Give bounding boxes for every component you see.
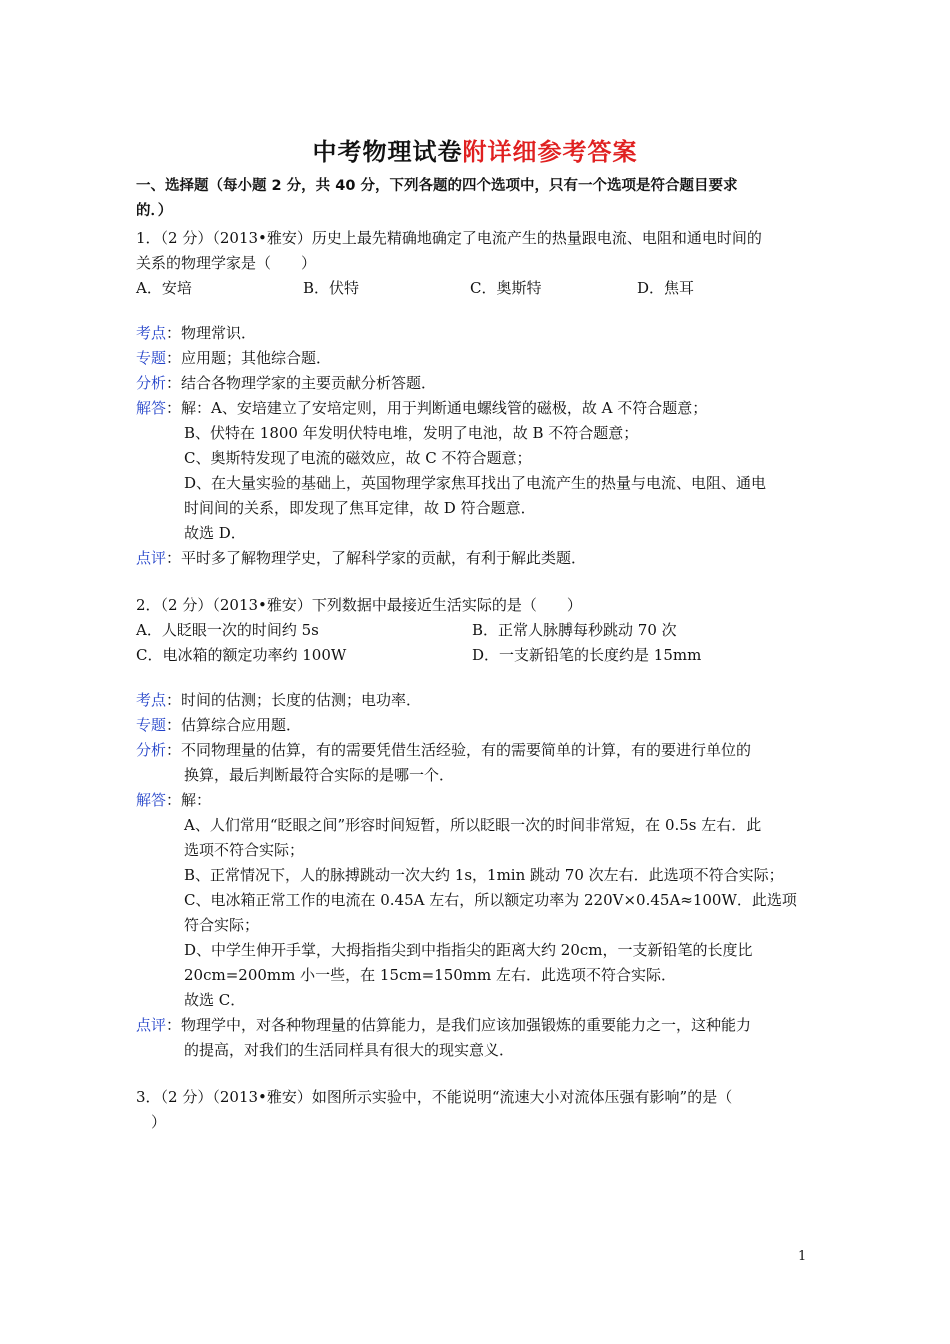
question-3-stem-line-1: 3．（2 分）（2013•雅安）如图所示实验中，不能说明“流速大小对流体压强有影响”的是（ [136,1088,733,1106]
section-heading [136,174,812,224]
kaodian-label: 考点 [136,691,167,709]
question-3-stem-line-2: ） [136,1113,167,1131]
q2-zhuanti-text: 估算综合应用题． [181,716,302,734]
q1-kaodian-row: 考点： 物理常识． [136,321,812,346]
q1-jieda-line: 时间间的关系，即发现了焦耳定律，故 D 符合题意． [184,499,536,517]
question-1-option-a: A．安培 [136,279,192,297]
q1-jieda-first: 解：A、安培建立了安培定则，用于判断通电螺线管的磁极，故 A 不符合题意； [181,399,708,417]
jieda-label: 解答 [136,791,167,809]
q2-jieda-line: 选项不符合实际； [184,841,305,859]
q2-kaodian-row: 考点： 时间的估测；长度的估测；电功率． [136,688,812,713]
section-heading-line-1: 一、选择题（每小题 2 分，共 40 分，下列各题的四个选项中，只有一个选项是符合题目要求 [136,178,738,194]
page-number: 1 [798,1249,807,1264]
q2-jieda-line: B、正常情况下，人的脉搏跳动一次大约 1s，1min 跳动 70 次左右．此选项不符合实际； [184,866,784,884]
question-1-options [136,276,812,301]
q2-jieda-first: 解： [181,791,212,809]
q1-kaodian-text: 物理常识． [181,324,257,342]
q2-jieda-line: 符合实际； [184,916,260,934]
q1-zhuanti-row: 专题： 应用题；其他综合题． [136,346,812,371]
q2-dianping-line-1: 物理学中，对各种物理量的估算能力，是我们应该加强锻炼的重要能力之一，这种能力 [181,1016,752,1034]
title-highlight: 附详细参考答案 [462,138,638,166]
q1-jieda-line: C、奥斯特发现了电流的磁效应，故 C 不符合题意； [184,449,532,467]
q2-jieda-line: A、人们常用“眨眼之间”形容时间短暂，所以眨眼一次的时间非常短，在 0.5s 左右．此 [184,816,762,834]
question-2-option-b: B．正常人脉膊每秒跳动 70 次 [472,621,677,639]
q2-kaodian-text: 时间的估测；长度的估测；电功率． [181,691,422,709]
q1-zhuanti-text: 应用题；其他综合题． [181,349,332,367]
fenxi-label: 分析 [136,374,167,392]
question-2-option-c: C．电冰箱的额定功率约 100W [136,646,347,664]
document-body [136,174,812,1135]
jieda-label: 解答 [136,399,167,417]
document-title [0,132,950,167]
question-2-options [136,618,812,668]
question-2-option-a: A．人眨眼一次的时间约 5s [136,621,319,639]
q1-jieda-line: B、伏特在 1800 年发明伏特电堆，发明了电池，故 B 不符合题意； [184,424,639,442]
zhuanti-label: 专题 [136,716,167,734]
question-1 [136,226,812,301]
dianping-label: 点评 [136,549,167,567]
section-heading-line-2: 的．） [136,203,173,219]
q2-fenxi-line-2: 换算，最后判断最符合实际的是哪一个． [184,766,455,784]
q1-fenxi-row: 分析： 结合各物理学家的主要贡献分析答题． [136,371,812,396]
q1-jieda-line: 故选 D． [184,524,246,542]
q2-jieda-line: C、电冰箱正常工作的电流在 0.45A 左右，所以额定功率为 220V×0.45A≈100W．此选项 [184,891,797,909]
question-1-option-b: B．伏特 [303,279,360,297]
zhuanti-label: 专题 [136,349,167,367]
question-2-stem: 2．（2 分）（2013•雅安）下列数据中最接近生活实际的是（ ） [136,596,582,614]
q2-fenxi-line-1: 不同物理量的估算，有的需要凭借生活经验，有的需要简单的计算，有的要进行单位的 [181,741,752,759]
question-1-analysis [136,321,812,571]
q2-jieda-line: 20cm=200mm 小一些，在 15cm=150mm 左右．此选项不符合实际． [184,966,677,984]
q1-dianping-row: 点评： 平时多了解物理学史，了解科学家的贡献，有利于解此类题． [136,546,812,571]
question-1-option-c: C．奥斯特 [470,279,542,297]
question-2-analysis [136,688,812,1063]
q2-jieda-line: D、中学生伸开手掌，大拇指指尖到中指指尖的距离大约 20cm，一支新铅笔的长度比 [184,941,753,959]
question-3 [136,1085,812,1135]
q2-dianping-line-2: 的提高，对我们的生活同样具有很大的现实意义． [184,1041,515,1059]
q2-jieda-line: 故选 C． [184,991,246,1009]
q1-dianping-text: 平时多了解物理学史，了解科学家的贡献，有利于解此类题． [181,549,587,567]
q2-jieda-row: 解答： 解： [136,788,812,813]
question-2-option-d: D．一支新铅笔的长度约是 15mm [472,646,702,664]
q2-fenxi-row: 分析： 不同物理量的估算，有的需要凭借生活经验，有的需要简单的计算，有的要进行单位的 [136,738,812,763]
question-1-option-d: D．焦耳 [637,279,695,297]
q2-dianping-row: 点评： 物理学中，对各种物理量的估算能力，是我们应该加强锻炼的重要能力之一，这种能力 [136,1013,812,1038]
q1-jieda-row: 解答： 解：A、安培建立了安培定则，用于判断通电螺线管的磁极，故 A 不符合题意； [136,396,812,421]
dianping-label: 点评 [136,1016,167,1034]
kaodian-label: 考点 [136,324,167,342]
fenxi-label: 分析 [136,741,167,759]
question-2 [136,593,812,668]
question-1-stem-line-1: 1．（2 分）（2013•雅安）历史上最先精确地确定了电流产生的热量跟电流、电阻和通电时间的 [136,229,762,247]
q1-fenxi-text: 结合各物理学家的主要贡献分析答题． [181,374,437,392]
q1-jieda-line: D、在大量实验的基础上，英国物理学家焦耳找出了电流产生的热量与电流、电阻、通电 [184,474,767,492]
question-1-stem-line-2: 关系的物理学家是（ ） [136,254,317,272]
q2-zhuanti-row: 专题： 估算综合应用题． [136,713,812,738]
title-main: 中考物理试卷 [312,138,463,166]
